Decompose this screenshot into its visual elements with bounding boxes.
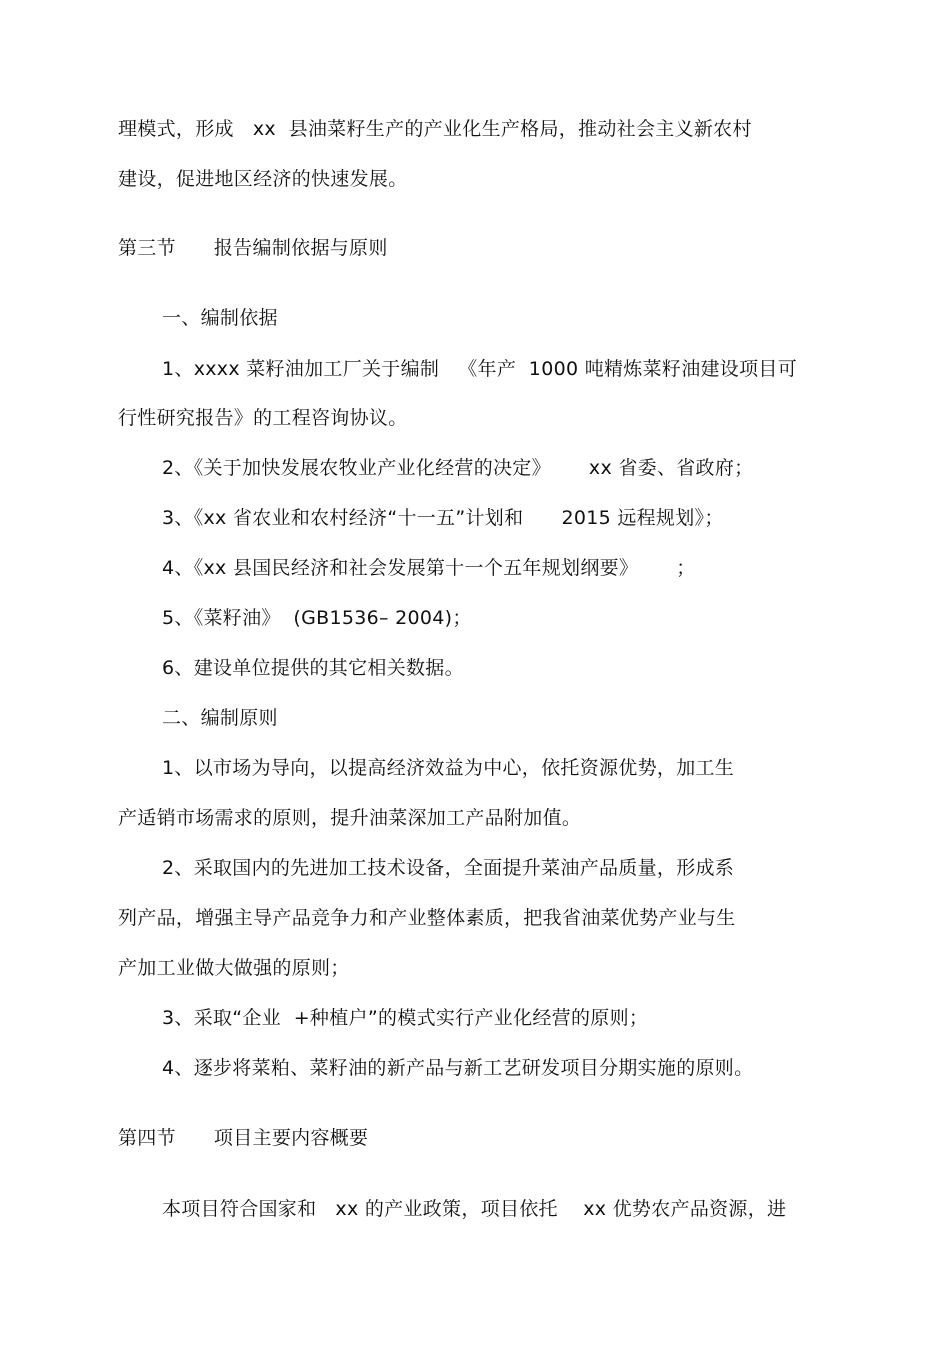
subsection-heading-basis: 一、编制依据 [162, 307, 278, 329]
list-item-continuation: 行性研究报告》的工程咨询协议。 [118, 407, 408, 429]
list-item: 1、xxxx 菜籽油加工厂关于编制 《年产 1000 吨精炼菜籽油建设项目可 [162, 358, 797, 380]
list-item-continuation: 产加工业做大做强的原则； [118, 957, 350, 979]
paragraph-line: 建设，促进地区经济的快速发展。 [118, 168, 408, 190]
list-item: 4、逐步将菜粕、菜籽油的新产品与新工艺研发项目分期实施的原则。 [162, 1057, 754, 1079]
list-item: 3、《xx 省农业和农村经济“十一五”计划和 2015 远程规划》； [162, 507, 724, 529]
section-heading-3: 第三节 报告编制依据与原则 [118, 237, 388, 259]
list-item: 2、采取国内的先进加工技术设备，全面提升菜油产品质量，形成系 [162, 857, 735, 879]
list-item: 6、建设单位提供的其它相关数据。 [162, 657, 464, 679]
paragraph-line: 理模式，形成 xx 县油菜籽生产的产业化生产格局，推动社会主义新农村 [118, 118, 752, 140]
list-item: 1、以市场为导向，以提高经济效益为中心，依托资源优势，加工生 [162, 757, 735, 779]
list-item: 5、《菜籽油》 (GB1536– 2004)； [162, 607, 472, 629]
list-item-continuation: 列产品，增强主导产品竞争力和产业整体素质，把我省油菜优势产业与生 [118, 907, 736, 929]
section-heading-4: 第四节 项目主要内容概要 [118, 1127, 369, 1149]
list-item: 3、采取“企业 +种植户”的模式实行产业化经营的原则； [162, 1007, 649, 1029]
list-item: 2、《关于加快发展农牧业产业化经营的决定》 xx 省委、省政府； [162, 457, 754, 479]
paragraph-line: 本项目符合国家和 xx 的产业政策，项目依托 xx 优势农产品资源，进 [162, 1198, 787, 1220]
list-item: 4、《xx 县国民经济和社会发展第十一个五年规划纲要》 ； [162, 557, 696, 579]
list-item-continuation: 产适销市场需求的原则，提升油菜深加工产品附加值。 [118, 807, 582, 829]
subsection-heading-principles: 二、编制原则 [162, 707, 278, 729]
